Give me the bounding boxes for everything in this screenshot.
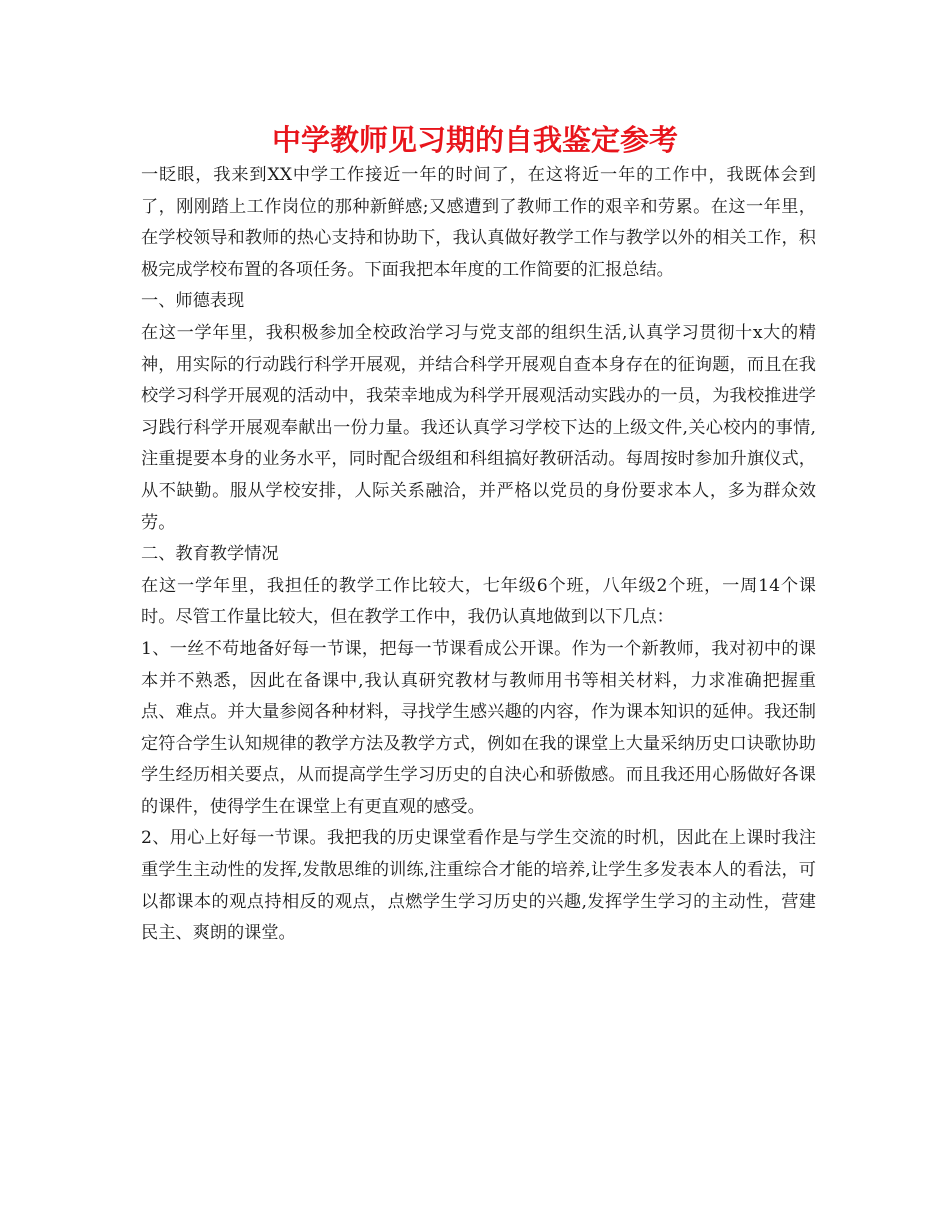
document-title: 中学教师见习期的自我鉴定参考	[271, 123, 678, 157]
section-heading-ethics: 一、师德表现	[141, 291, 245, 312]
paragraph-teaching-load: 在这一学年里，我担任的教学工作比较大，七年级6个班，八年级2个班，一周14个课时。尽管工作量比较大，但在教学工作中，我仍认真地做到以下几点：	[141, 575, 816, 628]
section-heading-teaching: 二、教育教学情况	[141, 544, 279, 565]
document-body	[141, 160, 816, 950]
paragraph-lesson-delivery: 2、用心上好每一节课。我把我的历史课堂看作是与学生交流的时机，因此在上课时我注重学生主动性的发挥,发散思维的训练,注重综合才能的培养,让学生多发表本人的看法，可以都课本的观点持相反的观点，点燃学生学习历史的兴趣,发挥学生学习的主动性，营建民主、爽朗的课堂。	[141, 828, 816, 944]
paragraph-intro: 一眨眼，我来到XX中学工作接近一年的时间了，在这将近一年的工作中，我既体会到了，刚刚踏上工作岗位的那种新鲜感;又感遭到了教师工作的艰辛和劳累。在这一年里，在学校领导和教师的热心支持和协助下，我认真做好教学工作与教学以外的相关工作，积极完成学校布置的各项任务。下面我把本年度的工作简要的汇报总结。	[141, 165, 816, 280]
paragraph-ethics: 在这一学年里，我积极参加全校政治学习与党支部的组织生活,认真学习贯彻十x大的精神，用实际的行动践行科学开展观，并结合科学开展观自查本身存在的征询题，而且在我校学习科学开展观的活动中，我荣幸地成为科学开展观活动实践办的一员，为我校推进学习践行科学开展观奉献出一份力量。我还认真学习学校下达的上级文件,关心校内的事情,注重提要本身的业务水平，同时配合级组和科组搞好教研活动。每周按时参加升旗仪式，从不缺勤。服从学校安排，人际关系融洽，并严格以党员的身份要求本人，多为群众效劳。	[141, 322, 816, 533]
paragraph-lesson-prep: 1、一丝不苟地备好每一节课，把每一节课看成公开课。作为一个新教师，我对初中的课本并不熟悉，因此在备课中,我认真研究教材与教师用书等相关材料，力求准确把握重点、难点。并大量参阅各种材料，寻找学生感兴趣的内容，作为课本知识的延伸。我还制定符合学生认知规律的教学方法及教学方式，例如在我的课堂上大量采纳历史口诀歌协助学生经历相关要点，从而提高学生学习历史的自決心和骄傲感。而且我还用心肠做好各课的课件，使得学生在课堂上有更直观的感受。	[141, 638, 816, 817]
